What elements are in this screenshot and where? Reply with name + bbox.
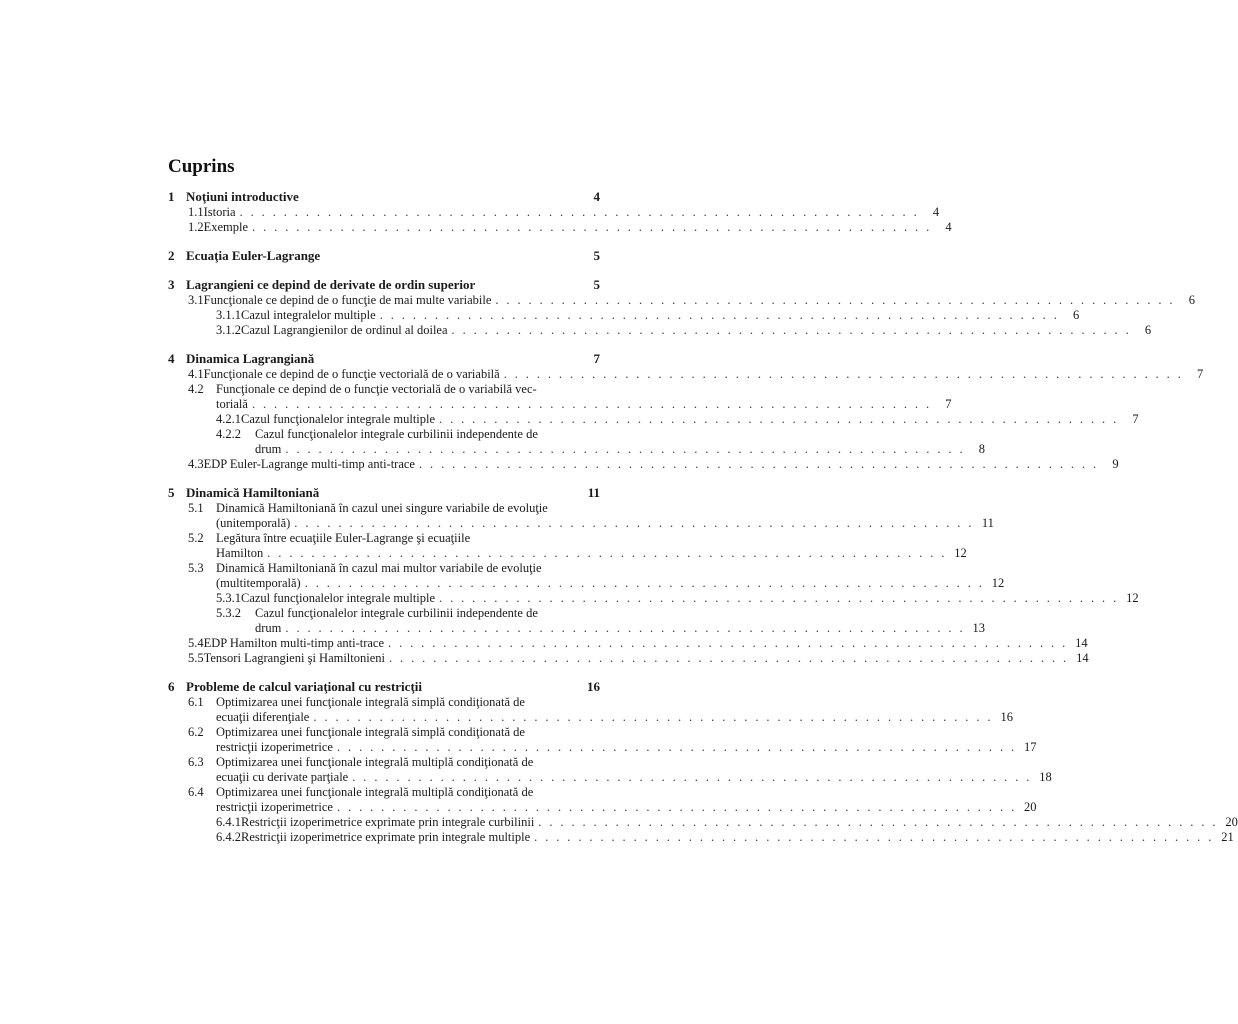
toc-entry-title: Restricţii izoperimetrice exprimate prin integrale multiple <box>241 830 531 844</box>
dot-leader: . . . . . . . . . . . . . . . . . . . . . . . . . . . . . . . . . . . . . . . . . . . . . . . . . . . . . . . . . . . . . . <box>388 636 1068 650</box>
dot-leader: . . . . . . . . . . . . . . . . . . . . . . . . . . . . . . . . . . . . . . . . . . . . . . . . . . . . . . . . . . . . . . <box>336 800 1017 814</box>
toc-entry-title-cont: (unitemporală) <box>216 516 291 530</box>
toc-entry-number: 1.1 <box>188 205 204 219</box>
toc-entry-number: 1.2 <box>188 220 204 234</box>
toc-entry-title-cont: torială <box>216 397 248 411</box>
toc-entry-number: 6.2 <box>188 725 204 739</box>
toc-entry-number: 6.4.2 <box>216 830 241 844</box>
toc-entry-title: EDP Hamilton multi-timp anti-trace <box>203 636 385 650</box>
toc-page-number: 7 <box>593 351 600 366</box>
dot-leader: . . . . . . . . . . . . . . . . . . . . . . . . . . . . . . . . . . . . . . . . . . . . . . . . . . . . . . . . . . . . . . <box>313 710 993 724</box>
toc-entry-number: 4.2.1 <box>216 412 241 426</box>
toc-entry-title: Ecuaţia Euler-Lagrange <box>186 248 321 263</box>
dot-leader: . . . . . . . . . . . . . . . . . . . . . . . . . . . . . . . . . . . . . . . . . . . . . . . . . . . . . . . . . . . . . . <box>251 397 932 411</box>
toc-page-number: 21 <box>1221 830 1234 844</box>
dot-leader: . . . . . . . . . . . . . . . . . . . . . . . . . . . . . . . . . . . . . . . . . . . . . . . . . . . . . . . . . . . . . . <box>294 516 974 530</box>
toc-page-number: 12 <box>991 576 1005 590</box>
toc-entry-number: 3.1.1 <box>216 308 241 322</box>
toc-subsection-row[interactable] <box>216 829 1234 845</box>
toc-entry-title: Dinamică Hamiltoniană în cazul unei singure variabile de evoluţie <box>216 501 548 515</box>
toc-subsection-row[interactable] <box>216 426 600 442</box>
toc-entry-title: Funcţionale ce depind de o funcţie vectorială de o variabilă vec- <box>216 382 537 396</box>
dot-leader: . . . . . . . . . . . . . . . . . . . . . . . . . . . . . . . . . . . . . . . . . . . . . . . . . . . . . . . . . . . . . . <box>534 830 1214 844</box>
toc-entry-number: 3 <box>168 277 175 292</box>
toc-entry-title: Cazul funcţionalelor integrale multiple <box>241 591 436 605</box>
toc-page-number: 17 <box>1024 740 1037 754</box>
toc-page-number: 11 <box>981 516 994 530</box>
toc-entry-number: 5.1 <box>188 501 204 515</box>
toc-section-row[interactable] <box>188 530 600 546</box>
toc-entry-continuation <box>216 709 1013 725</box>
toc-entry-number: 5.2 <box>188 531 204 545</box>
toc-entry-title: Dinamică Hamiltoniană în cazul mai multor variabile de evoluţie <box>216 561 542 575</box>
toc-entry-number: 4 <box>168 351 175 366</box>
toc-entry-number: 2 <box>168 248 175 263</box>
toc-chapter-row[interactable] <box>168 485 600 501</box>
toc-entry-title-cont: restricţii izoperimetrice <box>216 740 333 754</box>
toc-entry-number: 4.1 <box>188 367 204 381</box>
toc-entry-title: Optimizarea unei funcţionale integrală multiplă condiţionată de <box>216 755 534 769</box>
toc-entry-number: 5 <box>168 485 175 500</box>
toc-entry-number: 4.2.2 <box>216 427 241 441</box>
toc-page-number: 7 <box>1132 412 1139 426</box>
dot-leader: . . . . . . . . . . . . . . . . . . . . . . . . . . . . . . . . . . . . . . . . . . . . . . . . . . . . . . . . . . . . . . <box>379 308 1060 322</box>
toc-page-number: 4 <box>932 205 940 219</box>
toc-section-row[interactable] <box>188 500 600 516</box>
toc-entry-continuation <box>216 739 1037 755</box>
toc-entry-number: 5.3.1 <box>216 591 241 605</box>
dot-leader: . . . . . . . . . . . . . . . . . . . . . . . . . . . . . . . . . . . . . . . . . . . . . . . . . . . . . . . . . . . . . . <box>389 651 1069 665</box>
toc-entry-title: Optimizarea unei funcţionale integrală simplă condiţionată de <box>216 725 525 739</box>
toc-entry-number: 6.4.1 <box>216 815 241 829</box>
toc-subsection-row[interactable] <box>216 605 600 621</box>
toc-entry-title: Cazul integralelor multiple <box>241 308 376 322</box>
toc-page-number: 9 <box>1112 457 1119 471</box>
toc-page-number: 11 <box>587 485 600 500</box>
toc-chapter-row[interactable] <box>168 679 600 695</box>
toc-entry-title: Optimizarea unei funcţionale integrală simplă condiţionată de <box>216 695 525 709</box>
dot-leader: . . . . . . . . . . . . . . . . . . . . . . . . . . . . . . . . . . . . . . . . . . . . . . . . . . . . . . . . . . . . . . <box>418 457 1099 471</box>
toc-entry-number: 4.2 <box>188 382 204 396</box>
toc-page-number: 8 <box>978 442 985 456</box>
toc-entry-continuation <box>255 620 985 636</box>
toc-page-number: 13 <box>972 621 985 635</box>
toc-page-number: 20 <box>1225 815 1238 829</box>
toc-entry-number: 6.1 <box>188 695 204 709</box>
toc-entry-title: Restricţii izoperimetrice exprimate prin integrale curbilinii <box>241 815 535 829</box>
toc-section-row[interactable] <box>188 204 940 220</box>
toc-chapter-row[interactable] <box>168 248 600 264</box>
toc-page-number: 14 <box>1076 651 1089 665</box>
toc-entry-title: Dinamică Hamiltoniană <box>186 485 320 500</box>
toc-page-number: 7 <box>1197 367 1204 381</box>
dot-leader: . . . . . . . . . . . . . . . . . . . . . . . . . . . . . . . . . . . . . . . . . . . . . . . . . . . . . . . . . . . . . . <box>336 740 1017 754</box>
toc-section-row[interactable] <box>188 635 1088 651</box>
toc-section-row[interactable] <box>188 784 600 800</box>
toc-entry-number: 3.1 <box>188 293 204 307</box>
toc-section-row[interactable] <box>188 560 600 576</box>
toc-page-number: 6 <box>1188 293 1195 307</box>
toc-entry-title: Istoria <box>203 205 236 219</box>
toc-page-number: 16 <box>587 679 600 694</box>
toc-section-row[interactable] <box>188 650 1089 666</box>
toc-entry-number: 1 <box>168 189 175 204</box>
toc-entry-title: Funcţionale ce depind de o funcţie vectorială de o variabilă <box>203 367 500 381</box>
toc-section-row[interactable] <box>188 381 600 397</box>
toc-entry-title-cont: drum <box>255 442 282 456</box>
toc-entry-title: Legătura între ecuaţiile Euler-Lagrange şi ecuaţiile <box>216 531 471 545</box>
toc-entry-title: Dinamica Lagrangiană <box>186 351 315 366</box>
dot-leader: . . . . . . . . . . . . . . . . . . . . . . . . . . . . . . . . . . . . . . . . . . . . . . . . . . . . . . . . . . . . . . <box>267 546 947 560</box>
toc-section-row[interactable] <box>188 694 600 710</box>
toc-entry-title: Cazul funcţionalelor integrale curbilinii independente de <box>255 427 538 441</box>
toc-entry-number: 3.1.2 <box>216 323 241 337</box>
toc-entry-title: Funcţionale ce depind de o funcţie de mai multe variabile <box>203 293 492 307</box>
dot-leader: . . . . . . . . . . . . . . . . . . . . . . . . . . . . . . . . . . . . . . . . . . . . . . . . . . . . . . . . . . . . . . <box>304 576 985 590</box>
dot-leader: . . . . . . . . . . . . . . . . . . . . . . . . . . . . . . . . . . . . . . . . . . . . . . . . . . . . . . . . . . . . . . <box>285 442 965 456</box>
toc-entry-title-cont: drum <box>255 621 282 635</box>
toc-entry-continuation <box>216 396 952 412</box>
dot-leader: . . . . . . . . . . . . . . . . . . . . . . . . . . . . . . . . . . . . . . . . . . . . . . . . . . . . . . . . . . . . . . <box>252 220 932 234</box>
toc-page-number: 12 <box>954 546 967 560</box>
toc-subsection-row[interactable] <box>216 307 1080 323</box>
toc-entry-title-cont: restricţii izoperimetrice <box>216 800 333 814</box>
toc-entry-title: Lagrangieni ce depind de derivate de ordin superior <box>186 277 476 292</box>
dot-leader: . . . . . . . . . . . . . . . . . . . . . . . . . . . . . . . . . . . . . . . . . . . . . . . . . . . . . . . . . . . . . . <box>239 205 920 219</box>
toc-entry-number: 6.3 <box>188 755 204 769</box>
toc-entry-continuation <box>255 441 985 457</box>
toc-chapter-row[interactable] <box>168 277 600 293</box>
dot-leader: . . . . . . . . . . . . . . . . . . . . . . . . . . . . . . . . . . . . . . . . . . . . . . . . . . . . . . . . . . . . . . <box>285 621 965 635</box>
toc-entry-title: Exemple <box>203 220 249 234</box>
toc-subsection-row[interactable] <box>216 814 1238 830</box>
toc-page-number: 6 <box>1144 323 1152 337</box>
toc-chapter-row[interactable] <box>168 351 600 367</box>
toc-page-number: 5 <box>593 277 600 292</box>
toc-page-number: 12 <box>1126 591 1139 605</box>
toc-entry-continuation <box>216 769 1052 785</box>
toc-section-row[interactable] <box>188 292 1195 308</box>
toc-entry-title-cont: Hamilton <box>216 546 264 560</box>
dot-leader: . . . . . . . . . . . . . . . . . . . . . . . . . . . . . . . . . . . . . . . . . . . . . . . . . . . . . . . . . . . . . . <box>439 412 1119 426</box>
toc-entry-continuation <box>216 515 994 531</box>
toc-page-number: 6 <box>1073 308 1080 322</box>
toc-entry-title: EDP Euler-Lagrange multi-timp anti-trace <box>203 457 415 471</box>
toc-entry-number: 6 <box>168 679 175 694</box>
toc-entry-title: Cazul Lagrangienilor de ordinul al doilea <box>241 323 448 337</box>
toc-entry-title-cont: ecuaţii diferenţiale <box>216 710 310 724</box>
toc-entry-title-cont: ecuaţii cu derivate parţiale <box>216 770 349 784</box>
toc-entry-continuation <box>216 799 1037 815</box>
toc-entry-number: 5.3 <box>188 561 204 575</box>
toc-entry-number: 4.3 <box>188 457 204 471</box>
toc-section-row[interactable] <box>188 754 600 770</box>
toc-heading: Cuprins <box>168 156 235 177</box>
toc-subsection-row[interactable] <box>216 411 1139 427</box>
toc-chapter-row[interactable] <box>168 189 600 205</box>
toc-entry-title: Cazul funcţionalelor integrale curbilinii independente de <box>255 606 538 620</box>
toc-entry-title: Optimizarea unei funcţionale integrală multiplă condiţionată de <box>216 785 534 799</box>
toc-entry-title: Cazul funcţionalelor integrale multiple <box>241 412 436 426</box>
toc-page-number: 7 <box>945 397 952 411</box>
toc-entry-continuation <box>216 545 967 561</box>
dot-leader: . . . . . . . . . . . . . . . . . . . . . . . . . . . . . . . . . . . . . . . . . . . . . . . . . . . . . . . . . . . . . . <box>538 815 1218 829</box>
toc-page-number: 4 <box>593 189 600 204</box>
dot-leader: . . . . . . . . . . . . . . . . . . . . . . . . . . . . . . . . . . . . . . . . . . . . . . . . . . . . . . . . . . . . . . <box>352 770 1032 784</box>
toc-page-number: 16 <box>1000 710 1013 724</box>
toc-entry-title: Tensori Lagrangieni şi Hamiltonieni <box>203 651 385 665</box>
dot-leader: . . . . . . . . . . . . . . . . . . . . . . . . . . . . . . . . . . . . . . . . . . . . . . . . . . . . . . . . . . . . . . <box>439 591 1119 605</box>
toc-page-number: 18 <box>1039 770 1052 784</box>
toc-subsection-row[interactable] <box>216 590 1139 606</box>
toc-section-row[interactable] <box>188 219 952 235</box>
toc-section-row[interactable] <box>188 366 1204 382</box>
dot-leader: . . . . . . . . . . . . . . . . . . . . . . . . . . . . . . . . . . . . . . . . . . . . . . . . . . . . . . . . . . . . . . <box>495 293 1175 307</box>
toc-subsection-row[interactable] <box>216 322 1152 338</box>
toc-entry-number: 5.3.2 <box>216 606 241 620</box>
toc-page-number: 4 <box>945 220 952 234</box>
toc-entry-title: Probleme de calcul variaţional cu restricţii <box>186 679 422 694</box>
toc-page-number: 5 <box>593 248 600 263</box>
toc-entry-continuation <box>216 575 1005 591</box>
toc-entry-number: 6.4 <box>188 785 204 799</box>
toc-page-number: 20 <box>1024 800 1037 814</box>
toc-page-number: 14 <box>1075 636 1088 650</box>
toc-entry-title-cont: (multitemporală) <box>216 576 301 590</box>
dot-leader: . . . . . . . . . . . . . . . . . . . . . . . . . . . . . . . . . . . . . . . . . . . . . . . . . . . . . . . . . . . . . . <box>503 367 1184 381</box>
toc-section-row[interactable] <box>188 456 1119 472</box>
toc-section-row[interactable] <box>188 724 600 740</box>
toc-entry-number: 5.5 <box>188 651 204 665</box>
toc-entry-title: Noţiuni introductive <box>186 189 299 204</box>
toc-entry-number: 5.4 <box>188 636 204 650</box>
dot-leader: . . . . . . . . . . . . . . . . . . . . . . . . . . . . . . . . . . . . . . . . . . . . . . . . . . . . . . . . . . . . . . <box>451 323 1132 337</box>
